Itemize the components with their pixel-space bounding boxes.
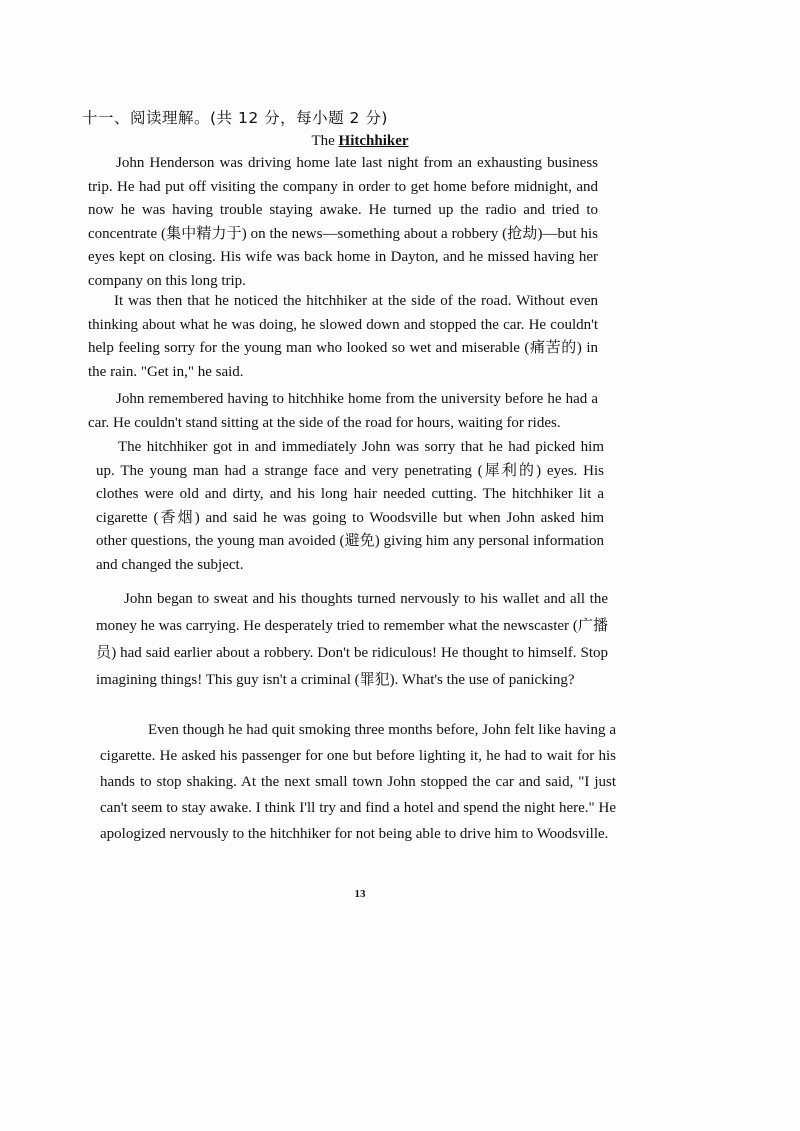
paragraph-2: It was then that he noticed the hitchhiker at the side of the road. Without even thinking about what he was doing, he slowed down and stopped the car. He couldn't help feeling sorry for the young man who looked so wet and miserable (痛苦的) in the rain. "Get in," he said. [88,293,598,380]
title-main: Hitchhiker [338,133,409,149]
paragraph-1: John Henderson was driving home late last night from an exhausting business trip. He had put off visiting the company in order to get home before midnight, and now he was having trouble staying awake. He turned up the radio and tried to concentrate (集中精力于) on the news—something about a robbery (抢劫)—but his eyes kept on closing. His wife was back home in Dayton, and he missed having her company on this long trip. [88,155,598,289]
section-header: 十一、阅读理解。(共 12 分，每小题 2 分) [82,109,388,127]
title-prefix: The [311,133,339,149]
paragraph-4: The hitchhiker got in and immediately John was sorry that he had picked him up. The young man had a strange face and very penetrating (犀利的) eyes. His clothes were old and dirty, and his long hair needed cutting. The hitchhiker lit a cigarette (香烟) and said he was going to Woodsville but when John asked him other questions, the young man avoided (避免) giving him any personal information and changed the subject. [96,439,604,573]
paragraph-6: Even though he had quit smoking three months before, John felt like having a cigarette. He asked his passenger for one but before lighting it, he had to wait for his hands to stop shaking. At the next small town John stopped the car and said, "I just can't seem to stay awake. I think I'll try and find a hotel and spend the night here." He apologized nervously to the hitchhiker for not being able to drive him to Woodsville. [100,722,616,842]
page-number: 13 [354,888,366,900]
paragraph-3: John remembered having to hitchhike home from the university before he had a car. He couldn't stand sitting at the side of the road for hours, waiting for rides. [88,391,598,431]
article-title [0,133,720,150]
paragraph-5: John began to sweat and his thoughts turned nervously to his wallet and all the money he was carrying. He desperately tried to remember what the newscaster (广播员) had said earlier about a robbery. Don't be ridiculous! He thought to himself. Stop imagining things! This guy isn't a criminal (罪犯). What's the use of panicking? [96,591,608,688]
